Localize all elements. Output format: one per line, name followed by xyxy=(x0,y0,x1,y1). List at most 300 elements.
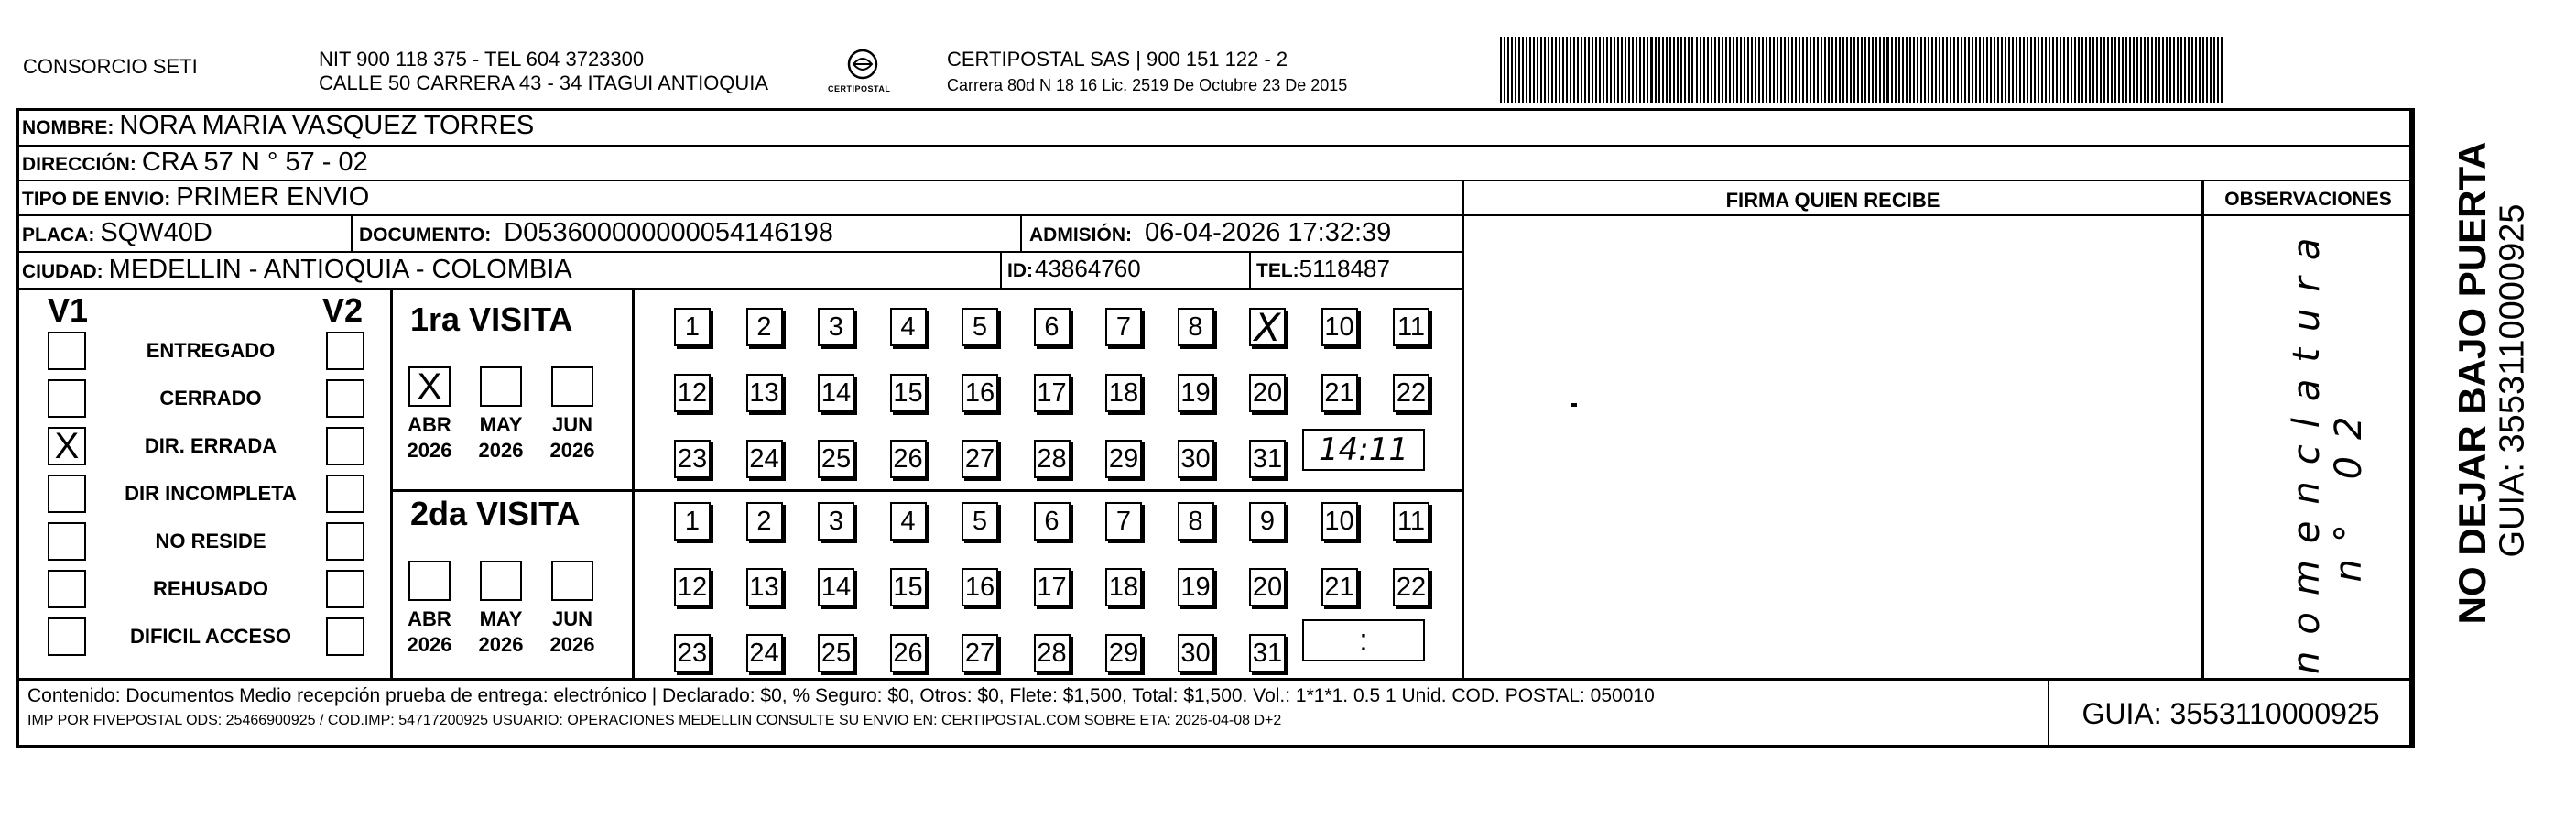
tel-label: TEL: xyxy=(1256,260,1299,281)
v2-header: V2 xyxy=(322,291,364,329)
visit1-day-box[interactable] xyxy=(1249,374,1286,412)
barcode-bar xyxy=(1817,37,1819,103)
visit2-time-box[interactable] xyxy=(1302,619,1425,661)
barcode-bar xyxy=(1570,37,1571,103)
barcode-bar xyxy=(1740,37,1742,103)
direccion-field xyxy=(22,147,368,178)
status-reason-label: CERRADO xyxy=(159,387,262,410)
visit2-day-box[interactable] xyxy=(962,568,998,606)
barcode-bar xyxy=(2202,37,2204,103)
visit2-day-box[interactable] xyxy=(746,502,783,541)
barcode-bar xyxy=(1931,37,1933,103)
visit1-day-number: 29 xyxy=(1108,443,1139,474)
barcode-bar xyxy=(1736,37,1738,103)
visit1-day-number: 14 xyxy=(821,377,852,408)
barcode-bar xyxy=(2136,37,2138,103)
visit1-day-box[interactable] xyxy=(746,374,783,412)
barcode-bar xyxy=(2114,37,2116,103)
visit1-day-number: 1 xyxy=(684,311,701,342)
barcode-bar xyxy=(1942,37,1944,103)
visit2-day-box[interactable] xyxy=(1034,502,1071,541)
visit1-day-number: 25 xyxy=(821,443,852,474)
barcode-bar xyxy=(2158,37,2160,103)
barcode-bar xyxy=(2005,37,2006,103)
visit2-day-number: 10 xyxy=(1324,506,1354,536)
visit2-day-box[interactable] xyxy=(818,634,854,672)
barcode-bar xyxy=(1831,37,1833,103)
barcode-bar xyxy=(1526,37,1527,103)
visit2-day-box[interactable] xyxy=(1178,634,1214,672)
visit2-day-number: 30 xyxy=(1180,638,1211,668)
no-dejar-label: NO DEJAR BAJO PUERTA xyxy=(2451,141,2494,625)
barcode-bar xyxy=(1511,37,1513,103)
barcode-bar xyxy=(1972,37,1973,103)
barcode-bar xyxy=(2147,37,2149,103)
barcode-bar xyxy=(1643,37,1645,103)
v2-checkbox[interactable] xyxy=(326,427,364,465)
status-reason-label: NO RESIDE xyxy=(155,530,266,552)
visit2-day-number: 20 xyxy=(1252,572,1283,602)
visit2-day-box[interactable] xyxy=(1249,634,1286,672)
visit2-day-box[interactable] xyxy=(1105,634,1142,672)
barcode-bar xyxy=(2213,37,2215,103)
barcode-bar xyxy=(2060,37,2061,103)
visit2-day-number: 6 xyxy=(1044,506,1060,536)
barcode-bar xyxy=(1529,37,1531,103)
visit1-day-number: 23 xyxy=(677,443,708,474)
barcode-bar xyxy=(1964,37,1966,103)
visit1-day-box[interactable] xyxy=(746,440,783,478)
visit2-day-box[interactable] xyxy=(962,502,998,541)
visit2-day-number: 31 xyxy=(1252,638,1283,668)
visit2-day-box[interactable] xyxy=(746,568,783,606)
visit2-time: : xyxy=(1359,622,1368,658)
visit2-day-number: 25 xyxy=(821,638,852,668)
placa-field xyxy=(22,218,212,248)
visit2-day-box[interactable] xyxy=(890,568,927,606)
barcode-bar xyxy=(1950,37,1951,103)
placa-value: SQW40D xyxy=(100,218,212,247)
visit2-day-number: 16 xyxy=(964,572,995,602)
barcode-bar xyxy=(1799,37,1800,103)
visit1-title: 1ra VISITA xyxy=(410,300,573,338)
visit2-day-number: 14 xyxy=(821,572,852,602)
visit1-time-box[interactable] xyxy=(1302,429,1425,471)
barcode-bar xyxy=(1777,37,1778,103)
visit2-title: 2da VISITA xyxy=(410,495,581,532)
visit2-month-checkbox[interactable] xyxy=(408,561,451,601)
visit1-day-box[interactable] xyxy=(1034,440,1071,478)
documento-label: DOCUMENTO: xyxy=(359,224,492,246)
barcode-bar xyxy=(1975,37,1977,103)
visit2-day-box[interactable] xyxy=(674,634,711,672)
direccion-value: CRA 57 N ° 57 - 02 xyxy=(141,147,368,177)
barcode-bar xyxy=(1968,37,1970,103)
barcode-bar xyxy=(1548,37,1549,103)
barcode-bar xyxy=(1780,37,1782,103)
barcode-bar xyxy=(2089,37,2091,103)
visit1-day-number: 5 xyxy=(972,311,988,342)
barcode-bar xyxy=(1700,37,1701,103)
visit2-day-box[interactable] xyxy=(1034,568,1071,606)
barcode-bar xyxy=(2180,37,2182,103)
v2-checkbox[interactable] xyxy=(326,570,364,608)
visit2-month-label: MAY 2026 xyxy=(478,607,524,656)
visit1-month-checkbox[interactable] xyxy=(551,366,593,407)
tipo-envio-value: PRIMER ENVIO xyxy=(176,182,370,212)
visit1-day-box[interactable] xyxy=(1178,308,1214,346)
barcode-bar xyxy=(1766,37,1767,103)
imp-line: IMP POR FIVEPOSTAL ODS: 25466900925 / COD.IMP: 54717200925 USUARIO: OPERACIONES MEDELLIN CONSULTE SU ENVIO EN: CERTIPOSTAL.COM SOBRE ETA: 2026-04-08 D+2 xyxy=(27,713,1282,728)
visit1-day-number: 22 xyxy=(1396,377,1427,408)
barcode-bar xyxy=(1691,37,1693,103)
visit2-month-checkbox[interactable] xyxy=(480,561,522,601)
status-reason-label: DIR INCOMPLETA xyxy=(125,482,297,505)
admision-label: ADMISIÓN: xyxy=(1029,224,1132,246)
visit1-day-box[interactable] xyxy=(1393,374,1429,412)
visit2-day-box[interactable] xyxy=(1034,634,1071,672)
barcode-bar xyxy=(1500,37,1502,103)
visit2-day-box[interactable] xyxy=(1321,502,1358,541)
visit2-day-box[interactable] xyxy=(1393,502,1429,541)
status-reason-label: REHUSADO xyxy=(153,577,268,600)
certipostal-logo xyxy=(826,44,899,103)
barcode-bar xyxy=(1935,37,1937,103)
barcode-bar xyxy=(1983,37,1984,103)
visit2-day-number: 27 xyxy=(964,638,995,668)
barcode-bar xyxy=(2140,37,2142,103)
visit1-day-box[interactable] xyxy=(1034,374,1071,412)
v1-checkbox[interactable] xyxy=(48,617,86,656)
barcode-bar xyxy=(1755,37,1756,103)
visit2-day-box[interactable] xyxy=(818,502,854,541)
barcode-bar xyxy=(1522,37,1524,103)
barcode-bar xyxy=(2038,37,2039,103)
visit1-day-box[interactable] xyxy=(1321,308,1358,346)
barcode-bar xyxy=(2081,37,2083,103)
visit1-day-box[interactable] xyxy=(818,308,854,346)
visit1-day-number: 6 xyxy=(1044,311,1060,342)
visit1-day-number: 19 xyxy=(1180,377,1211,408)
barcode-bar xyxy=(1636,37,1637,103)
visit1-day-number: 13 xyxy=(749,377,779,408)
visit2-day-number: 22 xyxy=(1396,572,1427,602)
direccion-label: DIRECCIÓN: xyxy=(22,154,136,175)
barcode-bar xyxy=(1658,37,1660,103)
barcode-bar xyxy=(1957,37,1959,103)
barcode-bar xyxy=(1824,37,1826,103)
barcode-bar xyxy=(1533,37,1535,103)
visit2-day-box[interactable] xyxy=(1105,502,1142,541)
v1-checkbox[interactable] xyxy=(48,475,86,513)
barcode-bar xyxy=(2052,37,2054,103)
barcode-bar xyxy=(1666,37,1668,103)
visit2-day-box[interactable] xyxy=(1393,568,1429,606)
barcode-bar xyxy=(1714,37,1716,103)
visit1-day-box[interactable] xyxy=(674,374,711,412)
barcode-bar xyxy=(1868,37,1870,103)
barcode-bar xyxy=(2092,37,2094,103)
v1-checkbox[interactable]: X xyxy=(48,427,86,465)
barcode-bar xyxy=(1639,37,1641,103)
visit1-day-box[interactable] xyxy=(1178,440,1214,478)
barcode-bar xyxy=(1857,37,1859,103)
visit2-day-number: 21 xyxy=(1324,572,1354,602)
visit2-day-box[interactable] xyxy=(1249,568,1286,606)
barcode-bar xyxy=(2118,37,2120,103)
visit2-day-box[interactable] xyxy=(890,634,927,672)
visit1-day-box[interactable] xyxy=(890,374,927,412)
visit2-day-box[interactable] xyxy=(818,568,854,606)
visit1-day-box[interactable] xyxy=(962,440,998,478)
barcode-bar xyxy=(1928,37,1929,103)
visit2-day-number: 12 xyxy=(677,572,708,602)
visit1-day-box[interactable] xyxy=(818,374,854,412)
barcode-bar xyxy=(2133,37,2135,103)
visit1-day-box[interactable] xyxy=(1105,308,1142,346)
barcode-bar xyxy=(2221,37,2223,103)
visit1-day-mark: X xyxy=(1254,304,1281,350)
visit2-day-box[interactable] xyxy=(1105,568,1142,606)
visit2-day-box[interactable] xyxy=(674,568,711,606)
visit1-day-box[interactable] xyxy=(1105,374,1142,412)
barcode-bar xyxy=(1581,37,1582,103)
id-field xyxy=(1007,255,1141,283)
visit1-day-box[interactable] xyxy=(890,440,927,478)
barcode-bar xyxy=(1515,37,1516,103)
barcode-bar xyxy=(1647,37,1648,103)
nombre-value: NORA MARIA VASQUEZ TORRES xyxy=(119,111,535,140)
barcode-bar xyxy=(1625,37,1626,103)
barcode-bar xyxy=(1632,37,1634,103)
visit1-day-number: 28 xyxy=(1037,443,1067,474)
v2-checkbox[interactable] xyxy=(326,617,364,656)
barcode-bar xyxy=(1810,37,1811,103)
barcode-bar xyxy=(1961,37,1962,103)
barcode-bar xyxy=(1662,37,1664,103)
barcode-bar xyxy=(1703,37,1705,103)
id-value: 43864760 xyxy=(1035,255,1141,282)
visit2-day-box[interactable] xyxy=(746,634,783,672)
visit2-day-number: 5 xyxy=(972,506,988,536)
visit1-day-box[interactable] xyxy=(818,440,854,478)
visit1-month-label: MAY 2026 xyxy=(478,413,524,462)
visit2-day-box[interactable] xyxy=(1178,568,1214,606)
barcode-bar xyxy=(1906,37,1908,103)
barcode-bar xyxy=(2122,37,2124,103)
visit1-day-box[interactable] xyxy=(1321,374,1358,412)
tipo-envio-field xyxy=(22,182,369,213)
barcode-bar xyxy=(2063,37,2065,103)
barcode-bar xyxy=(1853,37,1855,103)
barcode-bar xyxy=(2078,37,2080,103)
barcode-bar xyxy=(1806,37,1808,103)
status-reason-label: DIFICIL ACCESO xyxy=(129,625,291,648)
barcode-bar xyxy=(1507,37,1509,103)
barcode-bar xyxy=(1994,37,1995,103)
ciudad-field xyxy=(22,255,572,285)
barcode-bar xyxy=(1751,37,1753,103)
visit2-day-number: 3 xyxy=(828,506,844,536)
visit1-month-checkbox[interactable] xyxy=(480,366,522,407)
visit2-day-number: 24 xyxy=(749,638,779,668)
visit1-time: 14:11 xyxy=(1319,431,1408,468)
barcode-bar xyxy=(2008,37,2010,103)
visit1-day-box[interactable] xyxy=(674,308,711,346)
visit2-day-number: 7 xyxy=(1115,506,1132,536)
barcode-bar xyxy=(1924,37,1926,103)
visit1-day-box[interactable] xyxy=(1393,308,1429,346)
visit1-day-box[interactable] xyxy=(1034,308,1071,346)
visit1-day-box[interactable] xyxy=(1178,374,1214,412)
v2-checkbox[interactable] xyxy=(326,475,364,513)
barcode-bar xyxy=(1544,37,1546,103)
barcode-bar xyxy=(2096,37,2098,103)
visit2-day-box[interactable] xyxy=(890,502,927,541)
visit2-day-box[interactable] xyxy=(962,634,998,672)
barcode-bar xyxy=(1614,37,1615,103)
barcode-bar xyxy=(1669,37,1671,103)
visit1-day-box[interactable] xyxy=(674,440,711,478)
visit1-day-box[interactable] xyxy=(1105,440,1142,478)
visit1-day-number: 26 xyxy=(893,443,923,474)
barcode-bar xyxy=(1917,37,1918,103)
barcode-bar xyxy=(2016,37,2017,103)
barcode-bar xyxy=(1588,37,1590,103)
barcode-bar xyxy=(1610,37,1612,103)
barcode-bar xyxy=(1939,37,1940,103)
barcode-bar xyxy=(1673,37,1675,103)
barcode-bar xyxy=(1953,37,1955,103)
v2-checkbox[interactable] xyxy=(326,332,364,370)
barcode-bar xyxy=(1875,37,1877,103)
barcode-bar xyxy=(1788,37,1789,103)
barcode-bar xyxy=(1769,37,1771,103)
visit1-month-label: ABR 2026 xyxy=(407,413,452,462)
barcode-bar xyxy=(2210,37,2212,103)
certipostal-line: CERTIPOSTAL SAS | 900 151 122 - 2 xyxy=(947,48,1288,71)
v1-checkbox[interactable] xyxy=(48,332,86,370)
barcode-bar xyxy=(1891,37,1893,103)
v1-checkbox[interactable] xyxy=(48,379,86,418)
contenido-line: Contenido: Documentos Medio recepción prueba de entrega: electrónico | Declarado: $0, % Seguro: $0, Otros: $0, Flete: $1,500, Total: $1,500. Vol.: 1*1*1. 0.5 1 Unid. COD. POSTAL: 050010 xyxy=(27,685,1655,706)
tel-value: 5118487 xyxy=(1299,255,1390,282)
license-line: Carrera 80d N 18 16 Lic. 2519 De Octubre 23 De 2015 xyxy=(947,76,1348,94)
placa-label: PLACA: xyxy=(22,224,95,246)
visit2-month-checkbox[interactable] xyxy=(551,561,593,601)
visit1-day-box[interactable] xyxy=(746,308,783,346)
barcode-bar xyxy=(1722,37,1723,103)
barcode-bar xyxy=(2023,37,2025,103)
visit1-day-box[interactable] xyxy=(962,374,998,412)
barcode-bar xyxy=(1688,37,1690,103)
visit2-day-box[interactable] xyxy=(1178,502,1214,541)
visit2-day-box[interactable] xyxy=(1321,568,1358,606)
barcode-bar xyxy=(2206,37,2208,103)
status-reason-label: DIR. ERRADA xyxy=(144,434,277,457)
visit2-day-number: 26 xyxy=(893,638,923,668)
barcode-bar xyxy=(2071,37,2072,103)
documento-value: D053600000000054146198 xyxy=(504,218,833,247)
barcode-bar xyxy=(1946,37,1948,103)
barcode-bar xyxy=(2166,37,2168,103)
v2-checkbox[interactable] xyxy=(326,522,364,561)
v1-checkbox[interactable] xyxy=(48,570,86,608)
barcode-bar xyxy=(1842,37,1844,103)
barcode-bar xyxy=(1821,37,1822,103)
barcode-bar xyxy=(2085,37,2087,103)
barcode-bar xyxy=(1573,37,1575,103)
barcode-bar xyxy=(1718,37,1720,103)
barcode-bar xyxy=(1504,37,1505,103)
visit2-day-box[interactable] xyxy=(674,502,711,541)
barcode-bar xyxy=(2056,37,2058,103)
barcode-bar xyxy=(1617,37,1619,103)
visit1-day-number: 27 xyxy=(964,443,995,474)
visit1-day-number: 24 xyxy=(749,443,779,474)
barcode-bar xyxy=(2111,37,2113,103)
visit1-day-box[interactable] xyxy=(890,308,927,346)
visit1-day-box[interactable] xyxy=(1249,304,1286,350)
visit2-day-box[interactable] xyxy=(1249,502,1286,541)
visit1-day-box[interactable] xyxy=(962,308,998,346)
visit2-day-number: 1 xyxy=(684,506,701,536)
footer-guia: GUIA: 3553110000925 xyxy=(2081,696,2380,730)
observacion-handwritten: nomenclatura n° 02 xyxy=(2286,221,2370,674)
v2-checkbox[interactable] xyxy=(326,379,364,418)
barcode-bar xyxy=(2169,37,2171,103)
nit-line: NIT 900 118 375 - TEL 604 3723300 xyxy=(319,48,645,71)
visit1-day-number: 15 xyxy=(893,377,923,408)
barcode-bar xyxy=(1791,37,1793,103)
barcode-bar xyxy=(2151,37,2153,103)
barcode-bar xyxy=(1883,37,1885,103)
visit1-day-number: 11 xyxy=(1397,311,1426,342)
barcode-bar xyxy=(1839,37,1841,103)
barcode-bar xyxy=(1603,37,1604,103)
barcode-bar xyxy=(1684,37,1686,103)
visit2-day-number: 23 xyxy=(677,638,708,668)
barcode-bar xyxy=(2049,37,2050,103)
visit1-day-number: 8 xyxy=(1188,311,1203,342)
barcode-bar xyxy=(1655,37,1657,103)
barcode-bar xyxy=(2100,37,2102,103)
barcode-bar xyxy=(2107,37,2109,103)
visit1-month-checkbox[interactable]: X xyxy=(408,366,451,407)
barcode-bar xyxy=(2191,37,2193,103)
barcode-bar xyxy=(1537,37,1538,103)
barcode-bar xyxy=(1562,37,1564,103)
visit1-day-number: 16 xyxy=(964,377,995,408)
status-reason-label: ENTREGADO xyxy=(146,339,276,362)
barcode-bar xyxy=(1621,37,1623,103)
barcode-bar xyxy=(2188,37,2190,103)
v1-checkbox[interactable] xyxy=(48,522,86,561)
barcode-bar xyxy=(1559,37,1560,103)
barcode-bar xyxy=(1677,37,1679,103)
tipo-envio-label: TIPO DE ENVIO: xyxy=(22,189,171,210)
visit1-day-box[interactable] xyxy=(1249,440,1286,478)
barcode-bar xyxy=(1773,37,1775,103)
tel-field xyxy=(1256,255,1390,283)
barcode-bar xyxy=(1566,37,1568,103)
barcode-bar xyxy=(1784,37,1786,103)
barcode-bar xyxy=(1828,37,1830,103)
barcode-bar xyxy=(1879,37,1881,103)
firma-header: FIRMA QUIEN RECIBE xyxy=(1725,189,1940,212)
barcode-bar xyxy=(1733,37,1734,103)
barcode-bar xyxy=(1979,37,1981,103)
